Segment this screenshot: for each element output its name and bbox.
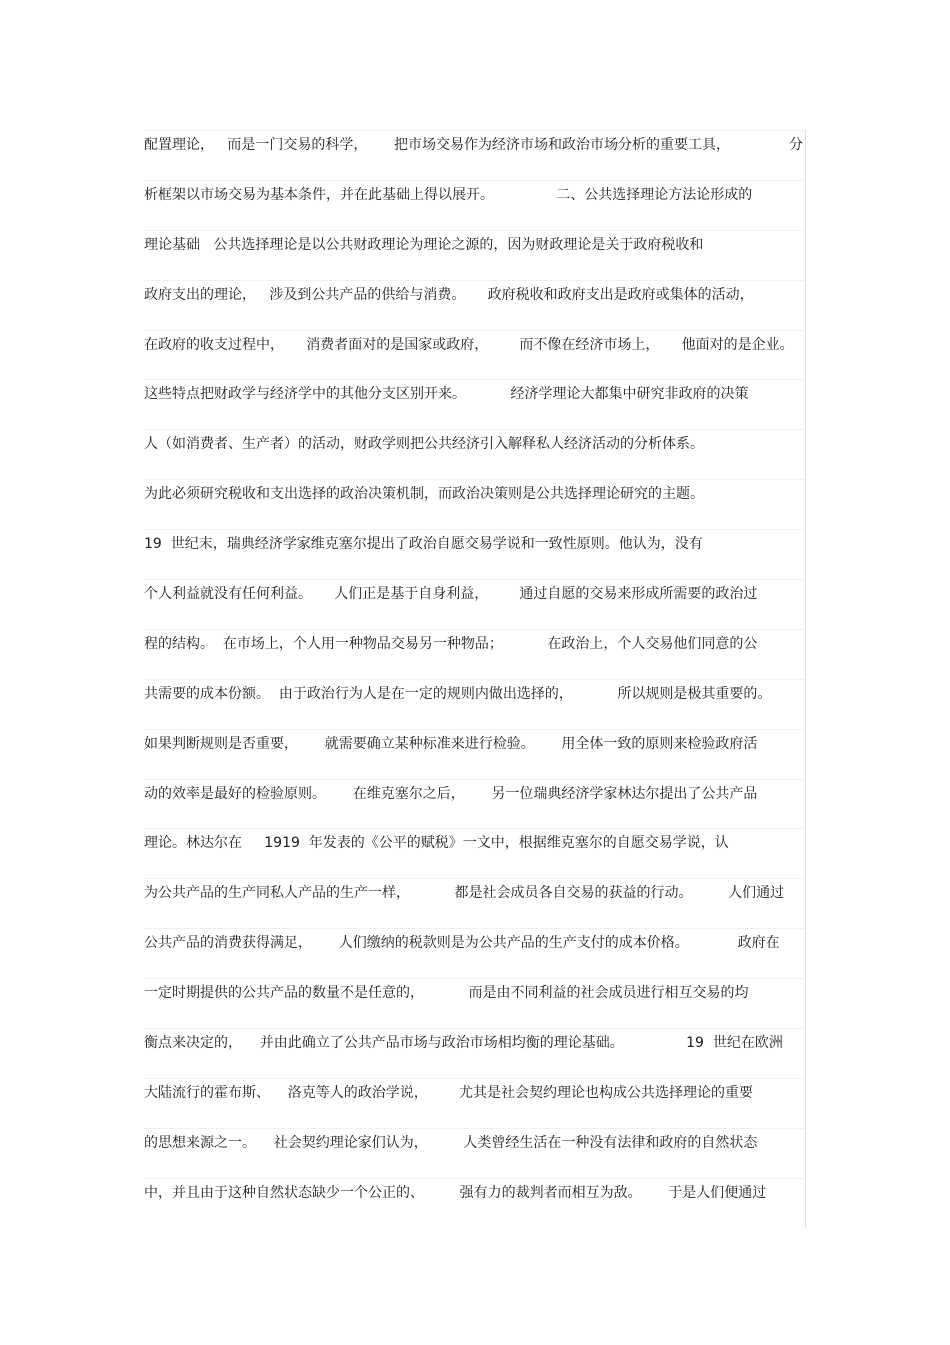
text-line <box>144 479 806 529</box>
line-text: 动的效率是最好的检验原则。 在维克塞尔之后， 另一位瑞典经济学家林达尔提出了公共产品 <box>144 785 758 802</box>
line-text: 衡点来决定的， 并由此确立了公共产品市场与政治市场相均衡的理论基础。 19 世纪在欧洲 <box>144 1035 783 1052</box>
text-line <box>144 629 806 679</box>
line-text: 大陆流行的霍布斯、 洛克等人的政治学说， 尤其是社会契约理论也构成公共选择理论的重要 <box>144 1084 753 1101</box>
line-text: 为此必须研究税收和支出选择的政治决策机制，而政治决策则是公共选择理论研究的主题。 <box>144 486 704 503</box>
text-line <box>144 729 806 779</box>
line-text: 人（如消费者、生产者）的活动，财政学则把公共经济引入解释私人经济活动的分析体系。 <box>144 436 704 453</box>
line-text: 配置理论， 而是一门交易的科学， 把市场交易作为经济市场和政治市场分析的重要工具， <box>144 137 731 153</box>
text-line <box>144 280 806 330</box>
line-text: 理论。林达尔在 1919 年发表的《公平的赋税》一文中，根据维克塞尔的自愿交易学说，认 <box>144 835 729 852</box>
line-text: 中，并且由于这种自然状态缺少一个公正的、 强有力的裁判者而相互为敌。 于是人们便通过 <box>144 1184 767 1201</box>
line-text: 公共产品的消费获得满足， 人们缴纳的税款则是为公共产品的生产支付的成本价格。 政府在 <box>144 935 780 952</box>
text-line <box>144 878 806 928</box>
text-line <box>144 330 806 380</box>
text-line <box>144 429 806 479</box>
line-text: 一定时期提供的公共产品的数量不是任意的， 而是由不同利益的社会成员进行相互交易的均 <box>144 985 749 1002</box>
line-text: 的思想来源之一。 社会契约理论家们认为， 人类曾经生活在一种没有法律和政府的自然状态 <box>144 1134 758 1151</box>
text-line <box>144 130 806 180</box>
text-line <box>144 779 806 829</box>
line-text: 如果判断规则是否重要， 就需要确立某种标准来进行检验。 用全体一致的原则来检验政府活 <box>144 735 758 752</box>
text-line <box>144 1178 806 1228</box>
text-line <box>144 379 806 429</box>
text-line <box>144 1028 806 1078</box>
text-line <box>144 1128 806 1178</box>
line-text: 为公共产品的生产同私人产品的生产一样， 都是社会成员各自交易的获益的行动。 人们通过 <box>144 885 785 902</box>
document-body <box>144 130 806 1228</box>
line-text: 政府支出的理论， 涉及到公共产品的供给与消费。 政府税收和政府支出是政府或集体的活动， <box>144 286 754 303</box>
line-text: 程的结构。 在市场上，个人用一种物品交易另一种物品； 在政治上，个人交易他们同意的公 <box>144 635 758 652</box>
text-line <box>144 978 806 1028</box>
line-text: 19 世纪末，瑞典经济学家维克塞尔提出了政治自愿交易学说和一致性原则。他认为，没有 <box>144 536 703 553</box>
line-text: 在政府的收支过程中， 消费者面对的是国家或政府， 而不像在经济市场上， 他面对的是企业。 <box>144 336 794 353</box>
text-line <box>144 579 806 629</box>
text-line <box>144 529 806 579</box>
line-text: 理论基础 公共选择理论是以公共财政理论为理论之源的，因为财政理论是关于政府税收和 <box>144 236 704 253</box>
text-line <box>144 928 806 978</box>
line-tail-text: 分 <box>789 137 803 153</box>
text-line <box>144 679 806 729</box>
line-text: 个人利益就没有任何利益。 人们正是基于自身利益， 通过自愿的交易来形成所需要的政治过 <box>144 586 758 603</box>
text-line <box>144 180 806 230</box>
text-line <box>144 1078 806 1128</box>
line-text: 共需要的成本份额。 由于政治行为人是在一定的规则内做出选择的， 所以规则是极其重要的。 <box>144 685 772 702</box>
text-line <box>144 230 806 280</box>
text-line <box>144 828 806 878</box>
line-text: 析框架以市场交易为基本条件，并在此基础上得以展开。 二、公共选择理论方法论形成的 <box>144 186 753 203</box>
line-text: 这些特点把财政学与经济学中的其他分支区别开来。 经济学理论大都集中研究非政府的决策 <box>144 386 749 403</box>
